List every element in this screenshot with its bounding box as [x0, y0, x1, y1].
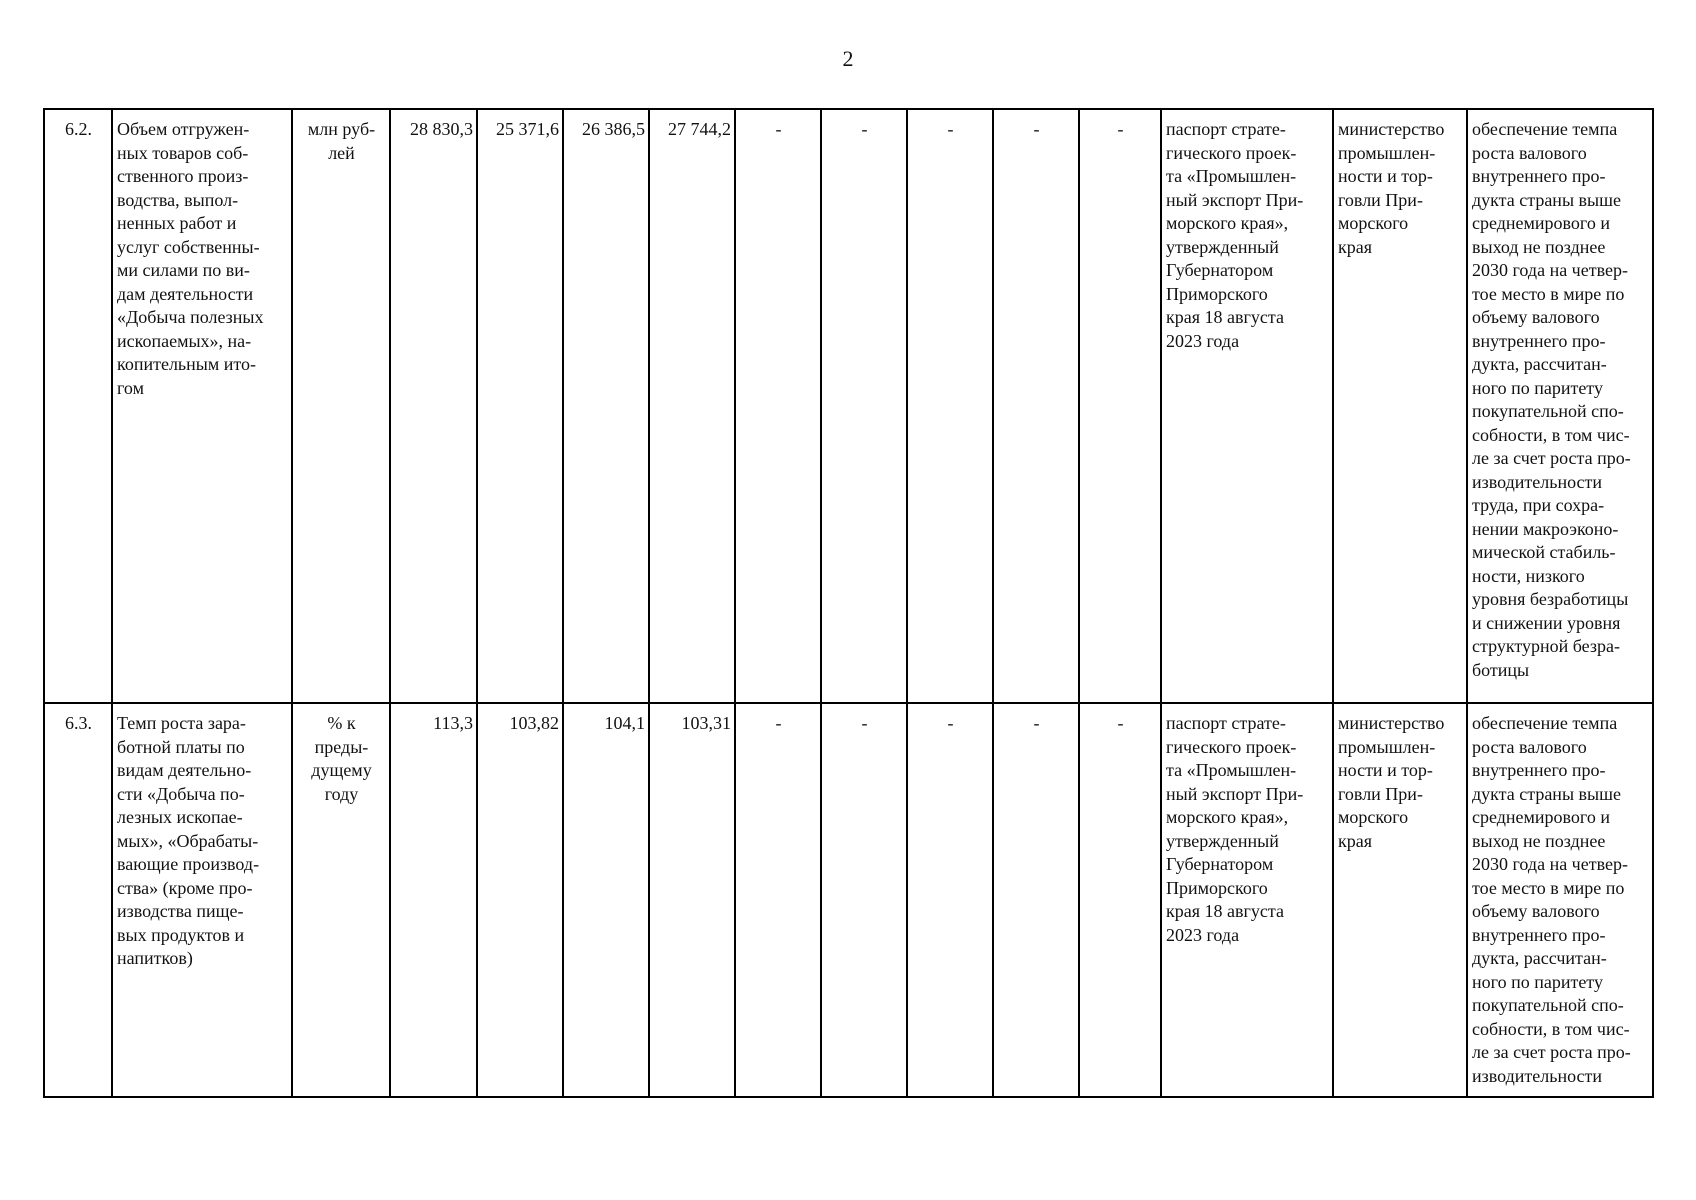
value-cell: 27 744,2: [649, 109, 735, 703]
table-row: [44, 109, 1653, 703]
responsible-body-cell: министерство промышлен- ности и тор- говли При- морского края: [1333, 109, 1467, 703]
value-cell: 103,82: [477, 703, 563, 1097]
empty-value-cell: -: [993, 109, 1079, 703]
table-row: [44, 703, 1653, 1097]
empty-value-cell: -: [907, 703, 993, 1097]
indicator-name: Темп роста зара- ботной платы по видам деятельно- сти «Добыча по- лезных ископае- мых», «Обрабаты- вающие производ- ства» (кроме про- изводства пище- вых продуктов и напитков): [112, 703, 292, 1097]
empty-value-cell: -: [907, 109, 993, 703]
page-number: 2: [842, 46, 854, 71]
goal-cell: обеспечение темпа роста валового внутреннего про- дукта страны выше среднемирового и выход не позднее 2030 года на четвер- тое место в мире по объему валового внутреннего про- дукта, рассчитан- ного по паритету покупательной спо- собности, в том чис- ле за счет роста про- изводительности труда, при сохра- нении макроэконо- мической стабиль- ности, низкого уровня безработицы и снижении уровня структурной безра- ботицы: [1467, 109, 1653, 703]
empty-value-cell: -: [821, 703, 907, 1097]
source-document-cell: паспорт страте- гического проек- та «Промышлен- ный экспорт При- морского края», утвержденный Губернатором Приморского края 18 августа 2023 года: [1161, 109, 1333, 703]
unit-cell: млн руб- лей: [292, 109, 390, 703]
value-cell: 113,3: [390, 703, 477, 1097]
empty-value-cell: -: [993, 703, 1079, 1097]
goal-cell: обеспечение темпа роста валового внутреннего про- дукта страны выше среднемирового и выход не позднее 2030 года на четвер- тое место в мире по объему валового внутреннего про- дукта, рассчитан- ного по паритету покупательной спо- собности, в том чис- ле за счет роста про- изводительности: [1467, 703, 1653, 1097]
empty-value-cell: -: [735, 703, 821, 1097]
value-cell: 26 386,5: [563, 109, 649, 703]
row-number: 6.3.: [44, 703, 112, 1097]
indicators-table: [43, 108, 1654, 1098]
value-cell: 104,1: [563, 703, 649, 1097]
indicator-name: Объем отгружен- ных товаров соб- ственного произ- водства, выпол- ненных работ и услуг собственны- ми силами по ви- дам деятельности «Добыча полезных ископаемых», на- копительным ито- гом: [112, 109, 292, 703]
value-cell: 28 830,3: [390, 109, 477, 703]
empty-value-cell: -: [735, 109, 821, 703]
value-cell: 103,31: [649, 703, 735, 1097]
empty-value-cell: -: [821, 109, 907, 703]
unit-cell: % к преды- дущему году: [292, 703, 390, 1097]
empty-value-cell: -: [1079, 109, 1161, 703]
responsible-body-cell: министерство промышлен- ности и тор- говли При- морского края: [1333, 703, 1467, 1097]
row-number: 6.2.: [44, 109, 112, 703]
empty-value-cell: -: [1079, 703, 1161, 1097]
source-document-cell: паспорт страте- гического проек- та «Промышлен- ный экспорт При- морского края», утвержденный Губернатором Приморского края 18 августа 2023 года: [1161, 703, 1333, 1097]
value-cell: 25 371,6: [477, 109, 563, 703]
